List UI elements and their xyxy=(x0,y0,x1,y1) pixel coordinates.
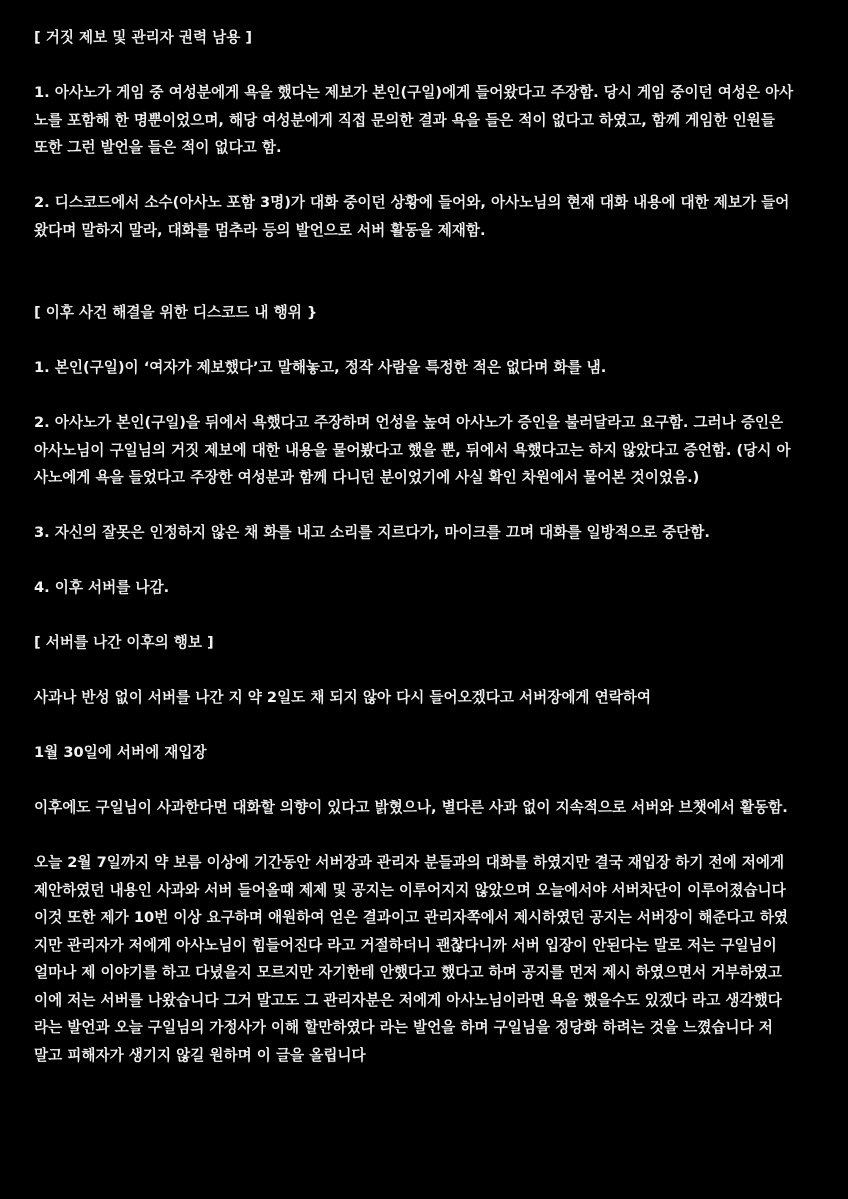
paragraph-line: 3. 자신의 잘못은 인정하지 않은 채 화를 내고 소리를 지르다가, 마이크를 끄며 대화를 일방적으로 중단함. xyxy=(34,524,710,541)
paragraph-line: 1. 아사노가 게임 중 여성분에게 욕을 했다는 제보가 본인(구일)에게 들어왔다고 주장함. 당시 게임 중이던 여성은 아사 xyxy=(34,84,794,101)
paragraph-line: 말고 피해자가 생기지 않길 원하며 이 글을 올립니다 xyxy=(34,1046,366,1064)
paragraph-line: 1. 본인(구일)이 ‘여자가 제보했다’고 말해놓고, 정작 사람을 특정한 적은 없다며 화를 냄. xyxy=(34,359,607,376)
paragraph-line: 1월 30일에 서버에 재입장 xyxy=(34,744,207,761)
paragraph-line: 노를 포함해 한 명뿐이었으며, 해당 여성분에게 직접 문의한 결과 욕을 들은 적이 없다고 하였고, 함께 게임한 인원들 xyxy=(34,111,775,129)
section-heading-discord-actions: [ 이후 사건 해결을 위한 디스코드 내 행위 } xyxy=(34,304,318,321)
document-body xyxy=(34,24,824,1069)
paragraph-line: 이에 저는 서버를 나왔습니다 그거 말고도 그 관리자분은 저에게 아사노님이라면 욕을 했을수도 있겠다 라고 생각했다 xyxy=(34,991,782,1009)
paragraph-line: 오늘 2월 7일까지 약 보름 이상에 기간동안 서버장과 관리자 분들과의 대화를 하였지만 결국 재입장 하기 전에 저에게 xyxy=(34,854,785,871)
paragraph-line: 왔다며 말하지 말라, 대화를 멈추라 등의 발언으로 서버 활동을 제재함. xyxy=(34,221,486,239)
paragraph-line: 2. 디스코드에서 소수(아사노 포함 3명)가 대화 중이던 상황에 들어와, 아사노님의 현재 대화 내용에 대한 제보가 들어 xyxy=(34,194,790,211)
paragraph-line: 사노에게 욕을 들었다고 주장한 여성분과 함께 다니던 분이었기에 사실 확인 차원에서 물어본 것이었음.) xyxy=(34,469,700,486)
paragraph-line: 이후에도 구일님이 사과한다면 대화할 의향이 있다고 밝혔으나, 별다른 사과 없이 지속적으로 서버와 브챗에서 활동함. xyxy=(34,799,788,816)
paragraph-line: 아사노님이 구일님의 거짓 제보에 대한 내용을 물어봤다고 했을 뿐, 뒤에서 욕했다고는 하지 않았다고 증언함. (당시 아 xyxy=(34,441,791,459)
paragraph-line: 사과나 반성 없이 서버를 나간 지 약 2일도 채 되지 않아 다시 들어오겠다고 서버장에게 연락하여 xyxy=(34,689,651,706)
paragraph-line: 라는 발언과 오늘 구일님의 가정사가 이해 할만하였다 라는 발언을 하며 구일님을 정당화 하려는 것을 느꼈습니다 저 xyxy=(34,1019,773,1036)
paragraph-line: 4. 이후 서버를 나감. xyxy=(34,579,170,596)
paragraph-line: 지만 관리자가 저에게 아사노님이 힘들어진다 라고 거절하더니 괜찮다니까 서버 입장이 안된다는 말로 저는 구일님이 xyxy=(34,936,777,954)
paragraph-line: 얼마나 제 이야기를 하고 다녔을지 모르지만 자기한테 안했다고 했다고 하며 공지를 먼저 제시 하였으면서 거부하였고 xyxy=(34,964,782,981)
paragraph-line: 제안하였던 내용인 사과와 서버 들어올때 제제 및 공지는 이루어지지 않았으며 오늘에서야 서버차단이 이루어졌습니다 xyxy=(34,881,786,899)
section-heading-after-leaving: [ 서버를 나간 이후의 행보 ] xyxy=(34,634,214,651)
section-heading-false-report: [ 거짓 제보 및 관리자 권력 남용 ] xyxy=(34,29,253,46)
paragraph-line: 또한 그런 발언을 들은 적이 없다고 함. xyxy=(34,139,282,156)
paragraph-line: 이것 또한 제가 10번 이상 요구하며 애원하여 얻은 결과이고 관리자쪽에서 제시하였던 공지는 서버장이 해준다고 하였 xyxy=(34,909,789,926)
paragraph-line: 2. 아사노가 본인(구일)을 뒤에서 욕했다고 주장하며 언성을 높여 아사노가 증인을 불러달라고 요구함. 그러나 증인은 xyxy=(34,414,784,431)
